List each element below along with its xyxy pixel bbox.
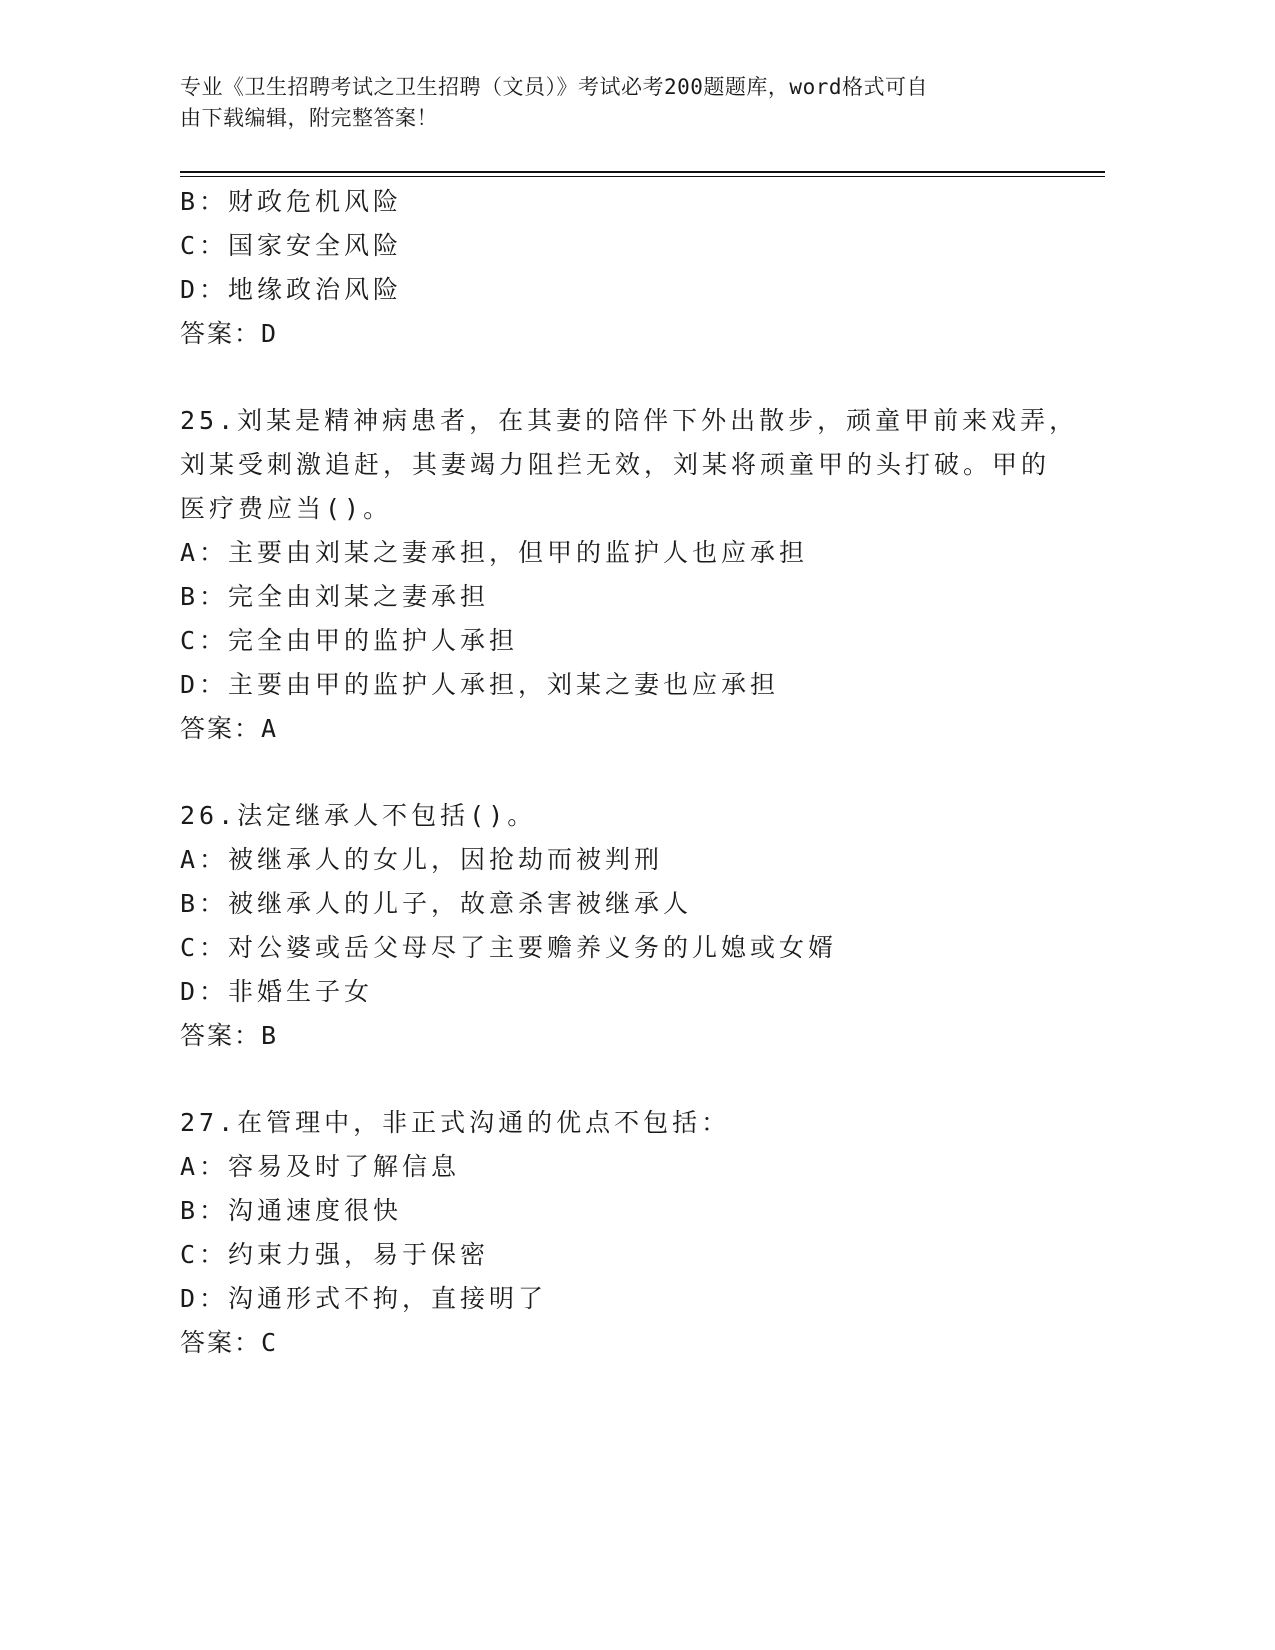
option-a: A：被继承人的女儿，因抢劫而被判刑 (180, 845, 664, 874)
option-b: B：财政危机风险 (180, 187, 403, 216)
option-a: A：主要由刘某之妻承担，但甲的监护人也应承担 (180, 538, 809, 567)
question-stem-line: 26.法定继承人不包括()。 (180, 801, 537, 830)
answer-line: 答案：A (180, 714, 279, 743)
question-stem (180, 399, 1080, 531)
spacer (180, 751, 1080, 794)
question-27 (180, 1101, 1080, 1365)
spacer (180, 1058, 1080, 1101)
answer-line: 答案：B (180, 1021, 279, 1050)
option-a: A：容易及时了解信息 (180, 1152, 461, 1181)
answer-line: 答案：D (180, 319, 279, 348)
option-b: B：完全由刘某之妻承担 (180, 582, 490, 611)
question-24-continued (180, 180, 1080, 356)
option-d: D：沟通形式不拘，直接明了 (180, 1284, 548, 1313)
header-divider-thick (180, 171, 1105, 173)
question-stem-line: 27.在管理中，非正式沟通的优点不包括： (180, 1108, 731, 1137)
question-stem (180, 794, 1080, 838)
question-stem (180, 1101, 1080, 1145)
option-c: C：国家安全风险 (180, 231, 403, 260)
option-c: C：完全由甲的监护人承担 (180, 626, 519, 655)
option-d: D：主要由甲的监护人承担，刘某之妻也应承担 (180, 670, 780, 699)
spacer (180, 356, 1080, 399)
question-list (180, 180, 1080, 1365)
option-c: C：对公婆或岳父母尽了主要赡养义务的儿媳或女婿 (180, 933, 838, 962)
option-b: B：沟通速度很快 (180, 1196, 403, 1225)
option-d: D：非婚生子女 (180, 977, 374, 1006)
question-25 (180, 399, 1080, 751)
answer-line: 答案：C (180, 1328, 279, 1357)
document-header (180, 72, 1060, 134)
header-line-2: 由下载编辑，附完整答案！ (180, 106, 438, 130)
question-26 (180, 794, 1080, 1058)
option-d: D：地缘政治风险 (180, 275, 403, 304)
header-divider-thin (180, 176, 1105, 177)
question-stem-line: 刘某受刺激追赶，其妻竭力阻拦无效，刘某将顽童甲的头打破。甲的 (180, 450, 1051, 479)
option-c: C：约束力强，易于保密 (180, 1240, 490, 1269)
question-stem-line: 25.刘某是精神病患者，在其妻的陪伴下外出散步，顽童甲前来戏弄， (180, 406, 1079, 435)
question-stem-line: 医疗费应当()。 (180, 494, 393, 523)
header-line-1: 专业《卫生招聘考试之卫生招聘（文员）》考试必考200题题库，word格式可自 (180, 75, 928, 99)
option-b: B：被继承人的儿子，故意杀害被继承人 (180, 889, 693, 918)
